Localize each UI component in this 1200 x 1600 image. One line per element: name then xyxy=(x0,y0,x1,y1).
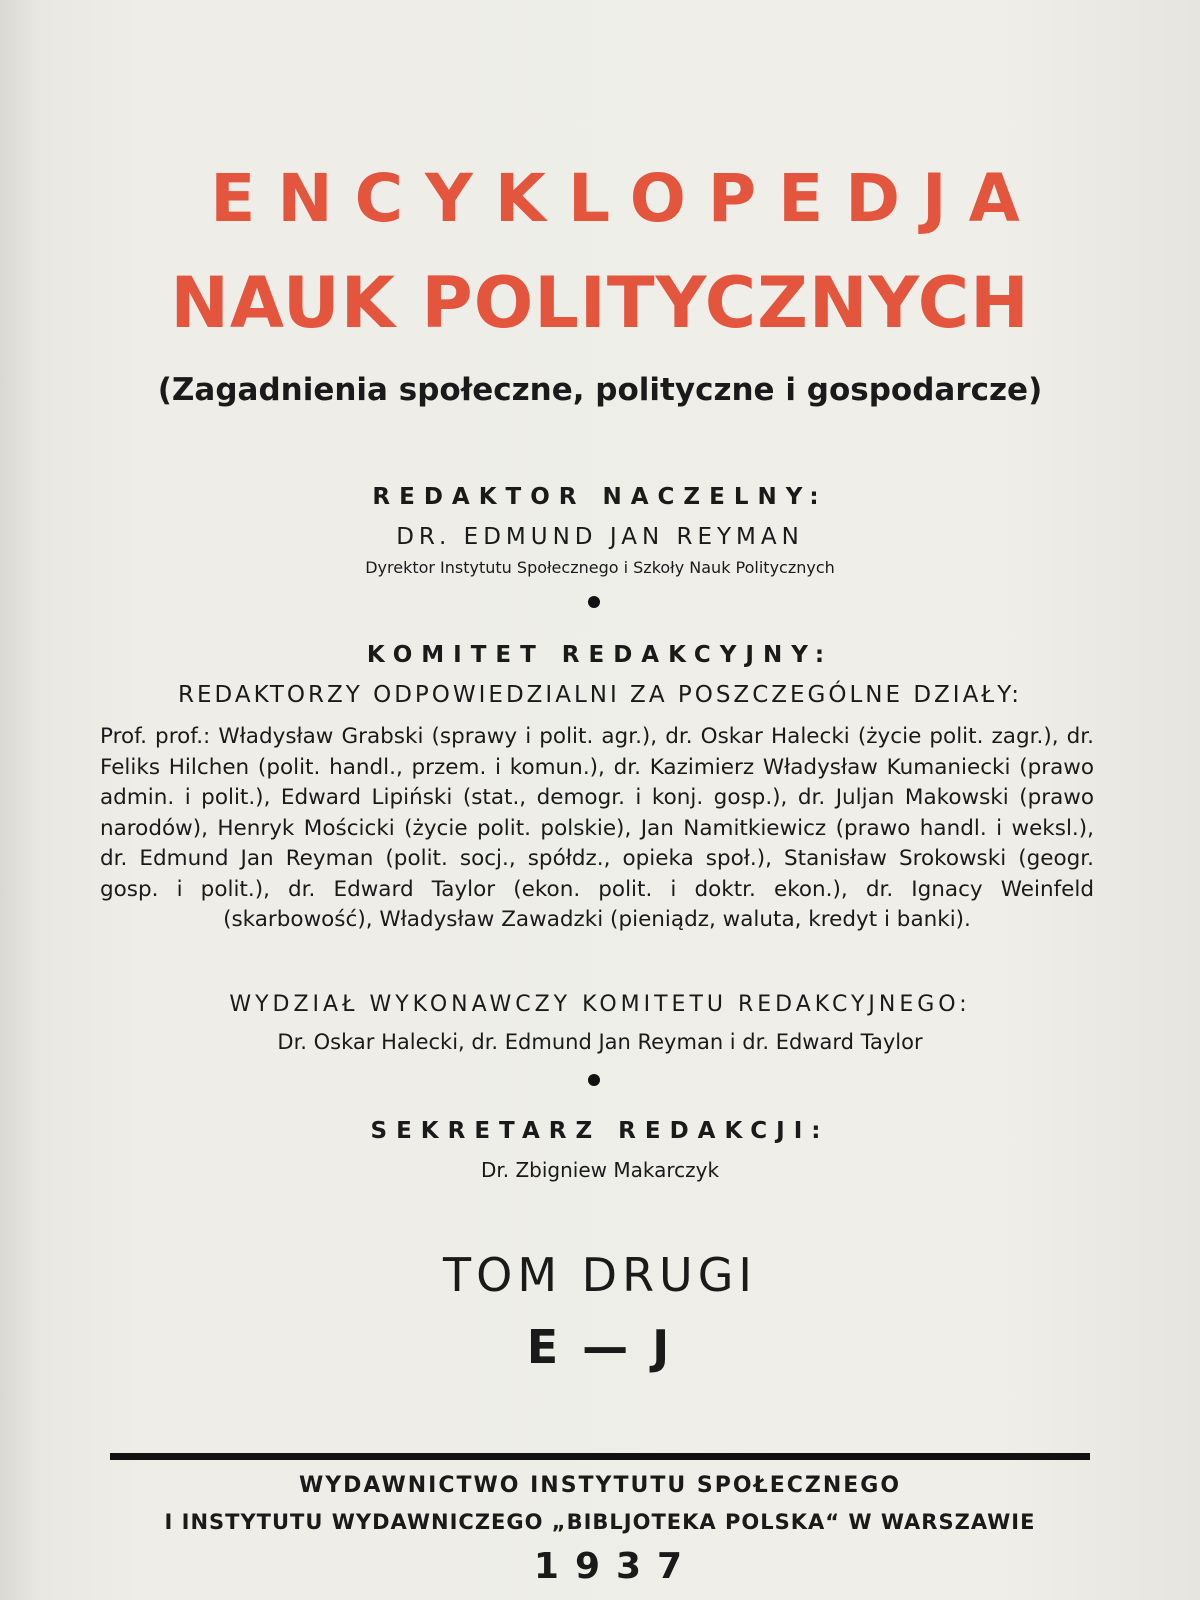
secretary-name: Dr. Zbigniew Makarczyk xyxy=(480,1158,720,1182)
publication-year: 1937 xyxy=(533,1546,699,1587)
committee-members: Prof. prof.: Władysław Grabski (sprawy i polit. agr.), dr. Oskar Halecki (życie polit. zagr.), dr. Feliks Hilchen (polit. handl., przem. i komun.), dr. Kazimierz Władysław Kumaniecki (prawo admin. i polit.), Edward Lipiński (stat., demogr. i konj. gosp.), dr. Juljan Makowski (prawo narodów), Henryk Mościcki (życie polit. polskie), Jan Namitkiewicz (prawo handl. i weksl.), dr. Edmund Jan Reyman (polit. socj., spółdz., opieka społ.), Stanisław Srokowski (geogr. gosp. i polit.), dr. Edward Taylor (ekon. polit. i doktr. ekon.), dr. Ignacy Weinfeld (skarbowość), Władysław Zawadzki (pieniądz, waluta, kredyt i banki). xyxy=(100,724,1094,932)
volume-range: E — J xyxy=(526,1320,674,1374)
executive-names: Dr. Oskar Halecki, dr. Edmund Jan Reyman i dr. Edward Taylor xyxy=(277,1030,923,1054)
bullet-separator xyxy=(588,596,600,608)
subtitle: (Zagadnienia społeczne, polityczne i gospodarcze) xyxy=(157,372,1043,408)
title-line-2: NAUK POLITYCZNYCH xyxy=(170,262,1030,344)
secretary-heading: SEKRETARZ REDAKCJI: xyxy=(370,1118,830,1144)
bullet-separator xyxy=(588,1074,600,1086)
volume-label: TOM DRUGI xyxy=(443,1248,757,1302)
publisher-line-2: I INSTYTUTU WYDAWNICZEGO „BIBLJOTEKA POLSKA“ W WARSZAWIE xyxy=(164,1510,1036,1534)
committee-heading: KOMITET REDAKCYJNY: xyxy=(366,642,834,668)
editor-in-chief-role: Dyrektor Instytutu Społecznego i Szkoły Nauk Politycznych xyxy=(365,558,835,577)
committee-subheading: REDAKTORZY ODPOWIEDZIALNI ZA POSZCZEGÓLNE DZIAŁY: xyxy=(178,682,1022,708)
horizontal-rule xyxy=(110,1453,1090,1460)
title-line-1: ENCYKLOPEDJA xyxy=(210,160,1042,237)
publisher-line-1: WYDAWNICTWO INSTYTUTU SPOŁECZNEGO xyxy=(298,1473,902,1498)
editor-in-chief-heading: REDAKTOR NACZELNY: xyxy=(372,484,828,510)
editor-in-chief-name: DR. EDMUND JAN REYMAN xyxy=(396,524,804,550)
executive-heading: WYDZIAŁ WYKONAWCZY KOMITETU REDAKCYJNEGO: xyxy=(229,992,971,1017)
